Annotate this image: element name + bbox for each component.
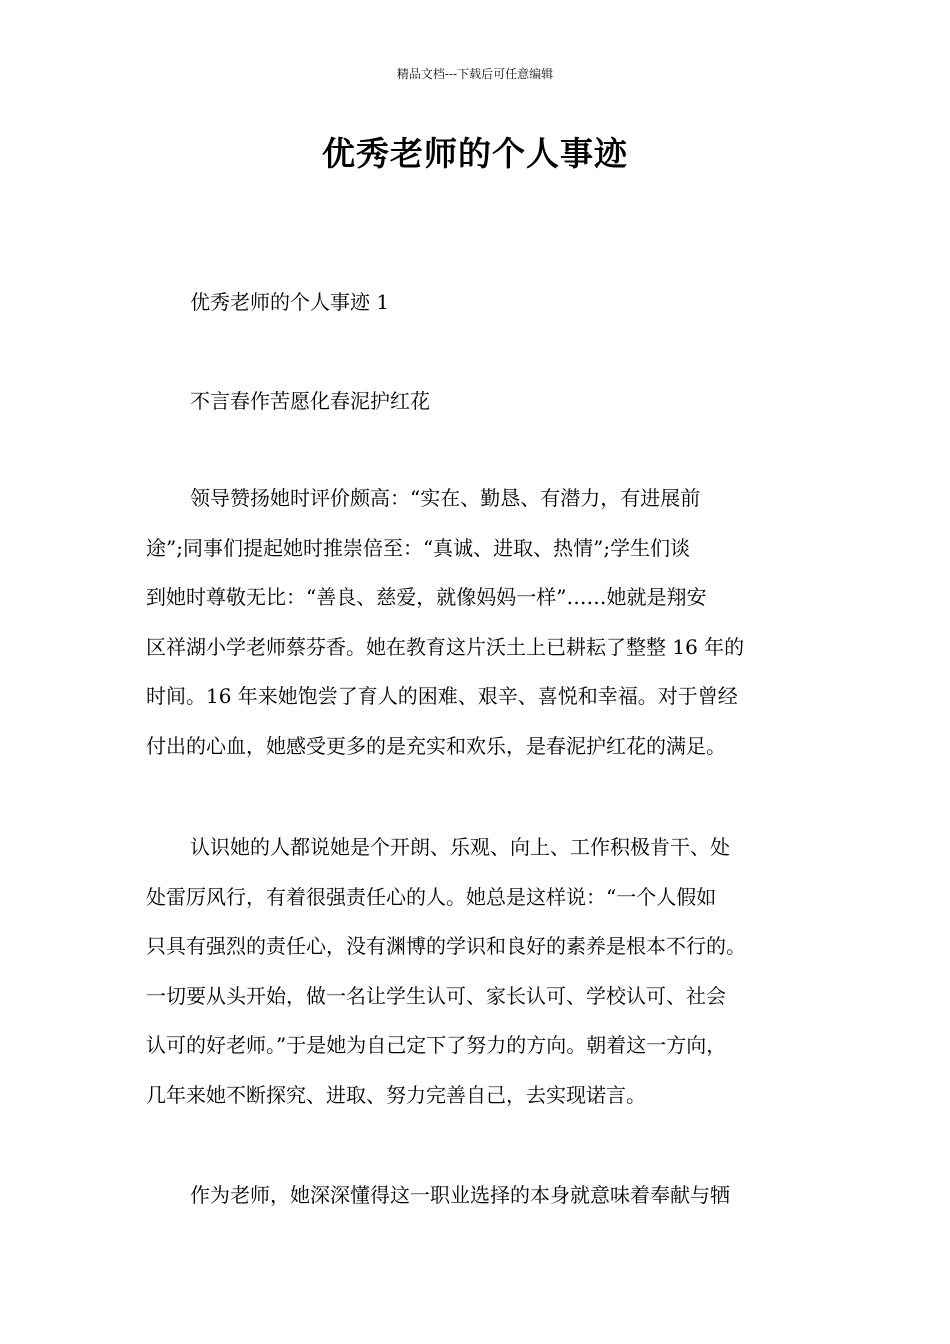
paragraph-line: 时间。16 年来她饱尝了育人的困难、艰辛、喜悦和幸福。对于曾经 <box>146 684 738 709</box>
paragraph-line: 领导赞扬她时评价颇高：“实在、勤恳、有潜力，有进展前 <box>190 486 701 510</box>
paragraph-line: 处雷厉风行，有着很强责任心的人。她总是这样说：“一个人假如 <box>146 884 717 909</box>
section-subtitle: 不言春作苦愿化春泥护红花 <box>190 389 430 413</box>
paragraph-3 <box>146 1171 806 1221</box>
section-heading: 优秀老师的个人事迹 1 <box>190 290 390 314</box>
paragraph-line: 区祥湖小学老师蔡芬香。她在教育这片沃土上已耕耘了整整 16 年的 <box>146 634 745 659</box>
paragraph-line: 付出的心血，她感受更多的是充实和欢乐，是春泥护红花的满足。 <box>146 733 726 758</box>
paragraph-2 <box>146 823 806 1121</box>
paragraph-line: 途”;同事们提起她时推崇倍至：“真诚、进取、热情”;学生们谈 <box>146 535 691 560</box>
paragraph-line: 几年来她不断探究、进取、努力完善自己，去实现诺言。 <box>146 1082 646 1107</box>
paragraph-line: 认识她的人都说她是个开朗、乐观、向上、工作积极肯干、处 <box>190 835 730 859</box>
paragraph-1 <box>146 474 806 772</box>
paragraph-line: 作为老师，她深深懂得这一职业选择的本身就意味着奉献与牺 <box>190 1183 730 1207</box>
paragraph-line: 认可的好老师。”于是她为自己定下了努力的方向。朝着这一方向， <box>146 1033 727 1058</box>
paragraph-line: 一切要从头开始，做一名让学生认可、家长认可、学校认可、社会 <box>146 983 726 1008</box>
page-header: 精品文档---下载后可任意编辑 <box>396 67 554 81</box>
paragraph-line: 到她时尊敬无比：“善良、慈爱，就像妈妈一样”……她就是翔安 <box>146 585 707 610</box>
document-title: 优秀老师的个人事迹 <box>322 134 628 173</box>
paragraph-line: 只具有强烈的责任心，没有渊博的学识和良好的素养是根本不行的。 <box>146 934 746 959</box>
